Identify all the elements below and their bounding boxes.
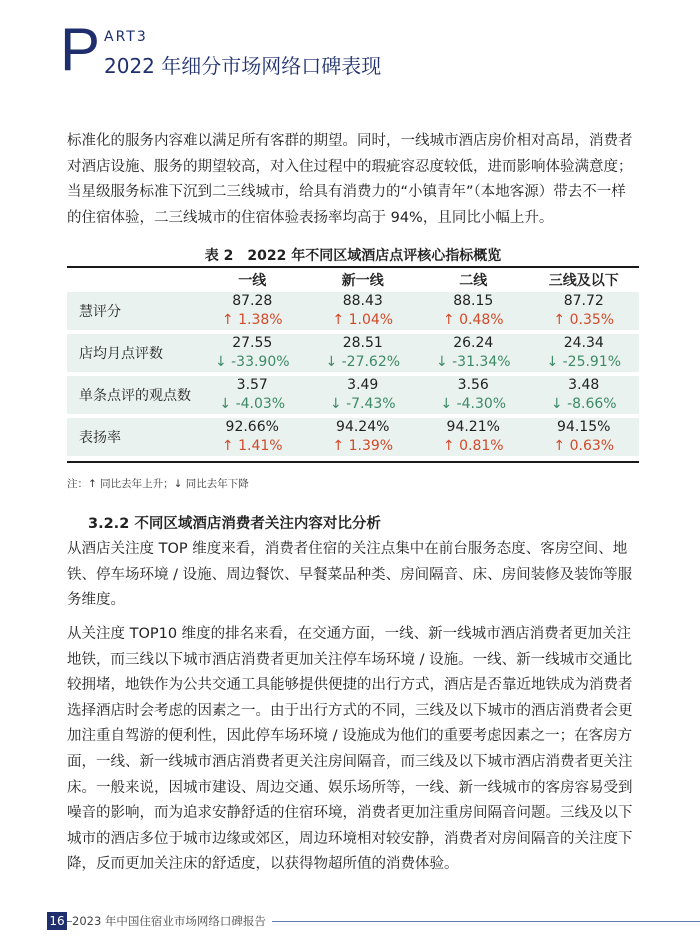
metric-value: 88.43 [342,293,383,309]
metric-value: 87.72 [563,293,604,309]
table-caption: 表 2 2022 年不同区域酒店点评核心指标概览 [204,248,502,264]
metric-cell [529,376,640,414]
table-body [67,292,639,456]
yoy-increase: ↑ 1.41% [221,438,283,454]
yoy-decrease: ↓ -4.03% [219,396,286,412]
body-paragraph-2: 从酒店关注度 TOP 维度来看，消费者住宿的关注点集中在前台服务态度、客房空间、地铁、停车场环境 / 设施、周边餐饮、早餐菜品种类、房间隔音、床、房间装修及装饰等服务维度。 [67,541,633,609]
table-corner [67,268,197,292]
metric-cell [418,334,529,372]
metric-cell [197,418,308,456]
table-bottom-rule [67,461,639,463]
metric-value: 28.51 [342,335,383,351]
metric-cell [418,418,529,456]
row-label: 表扬率 [79,430,121,446]
metric-cell [308,292,419,330]
metric-cell [418,376,529,414]
page-header [60,16,660,83]
metric-value: 27.55 [232,335,273,351]
metric-value: 88.15 [453,293,494,309]
metric-cell [308,376,419,414]
metric-value: 94.15% [557,419,611,435]
region-metrics-table [67,268,639,456]
metric-value: 3.57 [236,377,268,393]
table-note: 注：↑ 同比去年上升；↓ 同比去年下降 [67,478,249,490]
yoy-decrease: ↓ -8.66% [550,396,617,412]
yoy-decrease: ↓ -4.30% [440,396,507,412]
column-header: 新一线 [341,273,384,289]
metric-value: 26.24 [453,335,494,351]
metric-cell [308,334,419,372]
metric-value: 92.66% [225,419,279,435]
table-row [67,334,639,372]
page-footer [0,911,700,931]
yoy-decrease: ↓ -27.62% [325,354,401,370]
body-paragraph-1: 标准化的服务内容难以满足所有客群的期望。同时，一线城市酒店房价相对高昂，消费者对酒店设施、服务的期望较高，对入住过程中的瑕疵容忍度较低，进而影响体验满意度；当星级服务标准下沉到二三线城市，给具有消费力的“小镇青年”（本地客源）带去不一样的住宿体验，二三线城市的住宿体验表扬率均高于 94%，且同比小幅上升。 [67,133,633,226]
body-paragraph-3: 从关注度 TOP10 维度的排名来看，在交通方面，一线、新一线城市酒店消费者更加关注地铁，而三线以下城市酒店消费者更加关注停车场环境 / 设施。一线、新一线城市交通比较拥堵，地铁作为公共交通工具能够提供便捷的出行方式，酒店是否靠近地铁成为消费者选择酒店时会考虑的因素之一。由于出行方式的不同，三线及以下城市的酒店消费者会更加注重自驾游的便利性，因此停车场环境 / 设施成为他们的重要考虑因素之一；在客房方面，一线、新一线城市酒店消费者更关注房间隔音，而三线及以下城市酒店消费者更关注床。一般来说，因城市建设、周边交通、娱乐场所等，一线、新一线城市的客房容易受到噪音的影响，而为追求安静舒适的住宿环境，消费者更加注重房间隔音问题。三线及以下城市的酒店多位于城市边缘或郊区，周边环境相对较安静，消费者对房间隔音的关注度下降，反而更加关注床的舒适度，以获得物超所值的消费体验。 [67,626,633,873]
column-header: 一线 [238,273,267,289]
metric-cell [418,292,529,330]
metric-cell [197,292,308,330]
page-number: 16 [47,912,67,930]
subsection-heading: 3.2.2 不同区域酒店消费者关注内容对比分析 [88,516,381,532]
metric-value: 87.28 [232,293,273,309]
metric-cell [529,418,640,456]
part-label: ART3 [104,29,148,45]
section-title: 2022 年细分市场网络口碑表现 [104,54,382,78]
metric-cell [529,292,640,330]
table-row [67,376,639,414]
part-letter: P [60,16,101,83]
metric-value: 3.49 [347,377,379,393]
row-label: 店均月点评数 [79,346,163,362]
yoy-increase: ↑ 0.81% [442,438,504,454]
metric-cell [197,334,308,372]
column-header: 三线及以下 [548,273,619,289]
yoy-increase: ↑ 0.63% [553,438,615,454]
footer-report-title: 2023 年中国住宿业市场网络口碑报告 [72,913,272,929]
yoy-decrease: ↓ -31.34% [435,354,511,370]
metric-cell [529,334,640,372]
metric-value: 24.34 [563,335,604,351]
yoy-increase: ↑ 0.48% [442,312,504,328]
row-label: 慧评分 [79,304,121,320]
yoy-decrease: ↓ -7.43% [329,396,396,412]
metric-value: 3.48 [568,377,600,393]
yoy-decrease: ↓ -25.91% [546,354,622,370]
yoy-decrease: ↓ -33.90% [214,354,290,370]
metric-cell [197,376,308,414]
column-header: 二线 [459,273,488,289]
metric-value: 94.21% [446,419,500,435]
table-row [67,418,639,456]
yoy-increase: ↑ 1.04% [332,312,394,328]
yoy-increase: ↑ 1.38% [221,312,283,328]
metric-cell [308,418,419,456]
metric-value: 94.24% [336,419,390,435]
row-label: 单条点评的观点数 [79,388,191,404]
table-row [67,292,639,330]
yoy-increase: ↑ 1.39% [332,438,394,454]
metric-value: 3.56 [457,377,489,393]
yoy-increase: ↑ 0.35% [553,312,615,328]
